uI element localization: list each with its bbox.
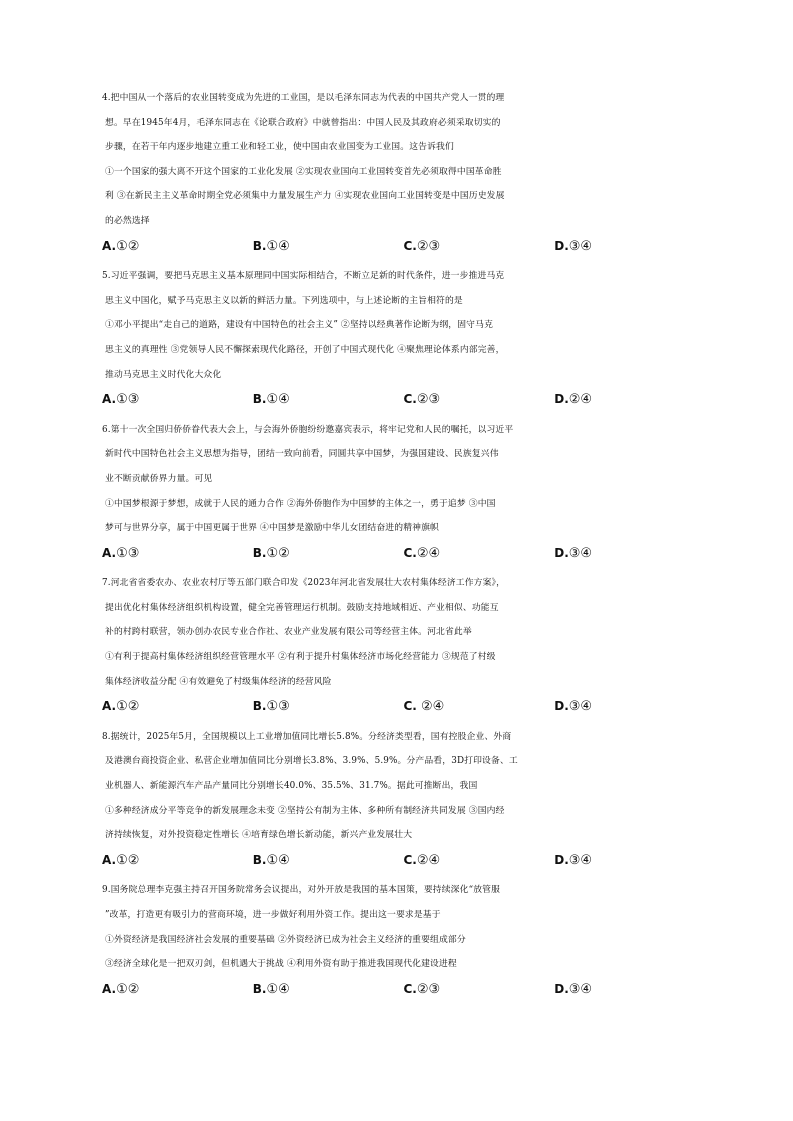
answer-option[interactable] xyxy=(253,541,404,566)
question-stem: 8.据统计，2025年5月，全国规模以上工业增加值同比增长5.8%。分经济类型看，国有控股企业、外商 xyxy=(102,731,512,742)
option-key: A. xyxy=(102,238,117,253)
answer-option[interactable] xyxy=(404,387,555,412)
answer-option[interactable] xyxy=(554,848,705,873)
option-text: ③④ xyxy=(568,852,593,868)
option-key: C. xyxy=(403,852,417,867)
question-text-line: 思主义中国化，赋予马克思主义以新的鲜活力量。下列选项中，与上述论断的主旨相符的是 xyxy=(105,295,463,306)
question-stem: 5.习近平强调，要把马克思主义基本原理同中国实际相结合，不断立足新的时代条件，进一步推进马克 xyxy=(102,271,505,282)
option-key: C. xyxy=(403,699,417,714)
answer-option[interactable] xyxy=(554,977,705,1002)
question-9 xyxy=(102,878,705,1001)
question-text-line: ①邓小平提出“走自己的道路，建设有中国特色的社会主义” ②坚持以经典著作论断为纲，固守马克 xyxy=(105,320,494,331)
option-key: B. xyxy=(252,392,267,407)
question-stem: 6.第十一次全国归侨侨眷代表大会上，与会海外侨胞纷纷邀嘉宾表示，将牢记党和人民的嘱托，以习近平 xyxy=(102,424,514,435)
answer-options xyxy=(102,694,705,719)
answer-option[interactable] xyxy=(554,541,705,566)
answer-option[interactable] xyxy=(253,387,404,412)
option-key: D. xyxy=(554,852,569,867)
option-key: C. xyxy=(403,981,417,996)
option-text: ②④ xyxy=(416,852,441,868)
question-stem: 4.把中国从一个落后的农业国转变成为先进的工业国，是以毛泽东同志为代表的中国共产党人一贯的理 xyxy=(102,93,505,103)
answer-options xyxy=(102,234,705,259)
option-text: ①④ xyxy=(266,981,290,997)
option-key: B. xyxy=(252,699,267,714)
option-key: D. xyxy=(554,392,569,407)
option-key: A. xyxy=(102,852,117,867)
option-text: ③④ xyxy=(568,981,593,997)
answer-options xyxy=(102,541,705,566)
answer-option[interactable] xyxy=(102,848,253,873)
question-text-line: 及港澳台商投资企业、私营企业增加值同比分别增长3.8%、3.9%、5.9%。分产品看，3D打印设备、工 xyxy=(105,756,518,767)
option-text: ②③ xyxy=(416,981,441,997)
option-text: ③④ xyxy=(568,699,593,715)
question-text-line: ①外资经济是我国经济社会发展的重要基础 ②外资经济已成为社会主义经济的重要组成部分 xyxy=(105,934,466,945)
question-text-line: ①有利于提高村集体经济组织经营管理水平 ②有利于提升村集体经济市场化经营能力 ③规范了村级 xyxy=(105,652,496,663)
question-text-line: 利 ③在新民主主义革命时期全党必须集中力量发展生产力 ④实现农业国向工业国转变是中国历史发展 xyxy=(105,191,505,202)
answer-options xyxy=(102,977,705,1002)
option-text: ③④ xyxy=(568,545,593,561)
option-text: ①③ xyxy=(116,545,140,561)
option-text: ③④ xyxy=(568,238,593,254)
option-key: C. xyxy=(403,238,417,253)
question-text-line: 的必然选择 xyxy=(105,215,150,226)
question-text-line: 集体经济收益分配 ④有效避免了村级集体经济的经营风险 xyxy=(105,676,332,687)
option-text: ①② xyxy=(116,238,140,254)
question-text-line: 济持续恢复，对外投资稳定性增长 ④培育绿色增长新动能，新兴产业发展壮大 xyxy=(105,830,413,841)
option-text: ①③ xyxy=(266,699,290,715)
question-text-line: 业不断贡献侨界力量。可见 xyxy=(105,473,213,484)
question-text-line: 梦可与世界分享，属于中国更属于世界 ④中国梦是激励中华儿女团结奋进的精神旗帜 xyxy=(105,523,439,534)
question-text-line: 步骤，在若干年内逐步地建立重工业和轻工业，使中国由农业国变为工业国。这告诉我们 xyxy=(105,142,454,153)
question-text-line: ③经济全球化是一把双刃剑，但机遇大于挑战 ④利用外资有助于推进我国现代化建设进程 xyxy=(105,959,457,970)
question-7 xyxy=(102,571,705,719)
answer-option[interactable] xyxy=(404,977,555,1002)
answer-option[interactable] xyxy=(253,694,404,719)
option-key: C. xyxy=(403,545,417,560)
option-key: B. xyxy=(252,545,267,560)
option-text: ②③ xyxy=(416,238,441,254)
option-text: ②④ xyxy=(568,392,593,408)
question-5 xyxy=(102,264,705,412)
answer-option[interactable] xyxy=(102,234,253,259)
question-text-line: 推动马克思主义时代化大众化 xyxy=(105,369,222,380)
option-text: ①② xyxy=(116,699,140,715)
option-key: D. xyxy=(554,238,569,253)
option-key: D. xyxy=(554,699,569,714)
answer-option[interactable] xyxy=(102,694,253,719)
question-8 xyxy=(102,725,705,873)
answer-option[interactable] xyxy=(404,848,555,873)
option-text: ①④ xyxy=(266,852,290,868)
option-text: ①③ xyxy=(116,392,140,408)
question-text-line: ①多种经济成分平等竞争的新发展理念未变 ②坚持公有制为主体、多种所有制经济共同发展 ③国内经 xyxy=(105,805,505,816)
option-key: A. xyxy=(102,392,117,407)
option-key: A. xyxy=(102,981,117,996)
option-key: D. xyxy=(554,545,569,560)
option-key: D. xyxy=(554,981,569,996)
question-text-line: 想。早在1945年4月，毛泽东同志在《论联合政府》中就曾指出：中国人民及其政府必须采取切实的 xyxy=(105,117,501,128)
question-6 xyxy=(102,418,705,566)
answer-option[interactable] xyxy=(404,234,555,259)
question-text-line: 业机器人、新能源汽车产品产量同比分别增长40.0%、35.5%、31.7%。据此可推断出，我国 xyxy=(105,781,478,792)
answer-option[interactable] xyxy=(404,541,555,566)
answer-option[interactable] xyxy=(102,977,253,1002)
option-text: ②④ xyxy=(416,545,441,561)
answer-option[interactable] xyxy=(102,387,253,412)
question-stem: 9.国务院总理李克强主持召开国务院常务会议提出，对外开放是我国的基本国策，要持续深化“放管服 xyxy=(102,885,501,896)
option-text: ①④ xyxy=(266,392,290,408)
answer-option[interactable] xyxy=(404,694,555,719)
option-text: ①② xyxy=(116,981,140,997)
option-text: ②③ xyxy=(416,392,441,408)
answer-option[interactable] xyxy=(554,234,705,259)
answer-option[interactable] xyxy=(253,977,404,1002)
option-key: B. xyxy=(252,981,267,996)
answer-option[interactable] xyxy=(554,694,705,719)
question-stem: 7.河北省省委农办、农业农村厅等五部门联合印发《2023年河北省发展壮大农村集体经济工作方案》， xyxy=(102,578,506,589)
answer-options xyxy=(102,387,705,412)
question-text-line: ”改革，打造更有吸引力的营商环境，进一步做好利用外资工作。提出这一要求是基于 xyxy=(105,910,441,920)
answer-option[interactable] xyxy=(554,387,705,412)
option-text: ①② xyxy=(266,545,290,561)
question-text-line: 新时代中国特色社会主义思想为指导，团结一致向前看，同圆共享中国梦，为强国建设、民族复兴伟 xyxy=(105,449,499,460)
option-text: ①④ xyxy=(266,238,290,254)
question-4 xyxy=(102,86,705,258)
option-key: A. xyxy=(102,699,117,714)
question-text-line: 思主义的真理性 ③党领导人民不懈探索现代化路径，开创了中国式现代化 ④聚焦理论体系内部完善， xyxy=(105,344,505,355)
answer-option[interactable] xyxy=(253,234,404,259)
answer-options xyxy=(102,848,705,873)
option-key: B. xyxy=(252,238,267,253)
option-key: A. xyxy=(102,545,117,560)
question-text-line: ①中国梦根源于梦想，成就于人民的通力合作 ②海外侨胞作为中国梦的主体之一，勇于追梦 ③中国 xyxy=(105,498,496,509)
answer-option[interactable] xyxy=(253,848,404,873)
question-text-line: 补的村跨村联营，领办创办农民专业合作社、农业产业发展有限公司等经营主体。河北省此举 xyxy=(105,627,472,638)
answer-option[interactable] xyxy=(102,541,253,566)
question-text-line: 提出优化村集体经济组织机构设置，健全完善管理运行机制。鼓励支持地域相近、产业相似、功能互 xyxy=(105,602,499,613)
question-text-line: ①一个国家的强大离不开这个国家的工业化发展 ②实现农业国向工业国转变首先必须取得中国革命胜 xyxy=(105,166,502,177)
option-key: B. xyxy=(252,852,267,867)
question-list xyxy=(102,86,705,1001)
option-key: C. xyxy=(403,392,417,407)
option-text: ①② xyxy=(116,852,140,868)
option-text: ②④ xyxy=(416,699,445,715)
